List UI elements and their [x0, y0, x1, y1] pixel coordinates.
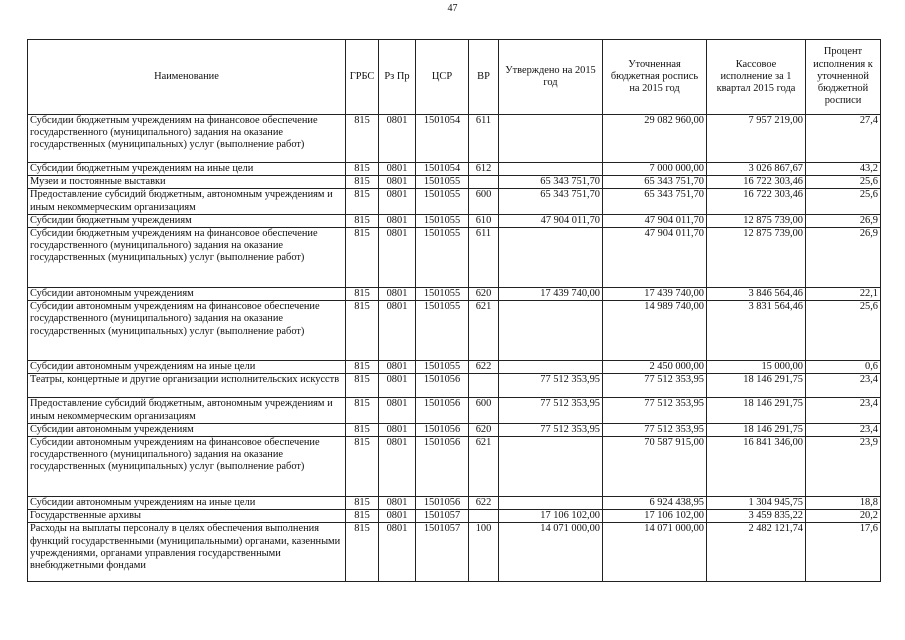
cell-approved [499, 228, 603, 288]
cell-refined: 7 000 000,00 [603, 163, 707, 176]
cell-percent: 23,9 [806, 437, 881, 497]
cell-vr: 621 [469, 301, 499, 361]
cell-approved [499, 163, 603, 176]
cell-cash: 3 459 835,22 [707, 510, 806, 523]
cell-percent: 18,8 [806, 497, 881, 510]
cell-vr: 611 [469, 115, 499, 163]
cell-vr [469, 374, 499, 398]
cell-name: Субсидии автономным учреждениям [28, 288, 346, 301]
cell-cash: 2 482 121,74 [707, 523, 806, 582]
cell-rz-pr: 0801 [379, 523, 416, 582]
cell-csr: 1501057 [416, 523, 469, 582]
cell-name: Субсидии бюджетным учреждениям на финансовое обеспечение государственного (муниципального) задания на оказание государственных (муниципальных) услуг (выполнение работ) [28, 228, 346, 288]
cell-csr: 1501054 [416, 115, 469, 163]
cell-vr: 622 [469, 361, 499, 374]
cell-grbs: 815 [346, 163, 379, 176]
cell-csr: 1501055 [416, 361, 469, 374]
table-body [28, 115, 881, 582]
cell-refined: 17 439 740,00 [603, 288, 707, 301]
table-row [28, 510, 881, 523]
cell-refined: 70 587 915,00 [603, 437, 707, 497]
header-csr: ЦСР [416, 40, 469, 115]
cell-grbs: 815 [346, 301, 379, 361]
cell-rz-pr: 0801 [379, 398, 416, 423]
cell-vr: 610 [469, 214, 499, 227]
cell-rz-pr: 0801 [379, 361, 416, 374]
cell-refined: 14 071 000,00 [603, 523, 707, 582]
cell-rz-pr: 0801 [379, 228, 416, 288]
cell-cash: 1 304 945,75 [707, 497, 806, 510]
cell-csr: 1501056 [416, 497, 469, 510]
table-row [28, 497, 881, 510]
cell-refined: 47 904 011,70 [603, 228, 707, 288]
header-cash: Кассовое исполнение за 1 квартал 2015 года [707, 40, 806, 115]
cell-approved: 47 904 011,70 [499, 214, 603, 227]
cell-percent: 25,6 [806, 189, 881, 214]
cell-name: Предоставление субсидий бюджетным, автономным учреждениям и иным некоммерческим организациям [28, 189, 346, 214]
table-header-row [28, 40, 881, 115]
cell-approved: 77 512 353,95 [499, 398, 603, 423]
cell-approved [499, 301, 603, 361]
cell-csr: 1501055 [416, 301, 469, 361]
cell-csr: 1501054 [416, 163, 469, 176]
cell-name: Субсидии автономным учреждениям [28, 423, 346, 436]
cell-approved: 17 439 740,00 [499, 288, 603, 301]
cell-percent: 23,4 [806, 423, 881, 436]
cell-refined: 77 512 353,95 [603, 374, 707, 398]
table-row [28, 189, 881, 214]
cell-cash: 18 146 291,75 [707, 398, 806, 423]
cell-vr: 600 [469, 189, 499, 214]
table-row [28, 301, 881, 361]
cell-grbs: 815 [346, 228, 379, 288]
header-refined: Уточненная бюджетная роспись на 2015 год [603, 40, 707, 115]
table-row [28, 423, 881, 436]
cell-percent: 17,6 [806, 523, 881, 582]
cell-name: Субсидии бюджетным учреждениям на иные цели [28, 163, 346, 176]
cell-name: Субсидии автономным учреждениям на иные цели [28, 361, 346, 374]
cell-csr: 1501055 [416, 288, 469, 301]
cell-vr: 620 [469, 288, 499, 301]
table-row [28, 374, 881, 398]
cell-refined: 6 924 438,95 [603, 497, 707, 510]
table-row [28, 228, 881, 288]
cell-name: Субсидии бюджетным учреждениям [28, 214, 346, 227]
cell-refined: 77 512 353,95 [603, 423, 707, 436]
cell-name: Предоставление субсидий бюджетным, автономным учреждениям и иным некоммерческим организациям [28, 398, 346, 423]
cell-approved: 17 106 102,00 [499, 510, 603, 523]
cell-rz-pr: 0801 [379, 497, 416, 510]
cell-rz-pr: 0801 [379, 176, 416, 189]
cell-percent: 26,9 [806, 228, 881, 288]
cell-name: Музеи и постоянные выставки [28, 176, 346, 189]
cell-rz-pr: 0801 [379, 115, 416, 163]
header-vr: ВР [469, 40, 499, 115]
cell-refined: 77 512 353,95 [603, 398, 707, 423]
cell-approved: 77 512 353,95 [499, 423, 603, 436]
cell-rz-pr: 0801 [379, 423, 416, 436]
cell-approved [499, 497, 603, 510]
header-percent: Процент исполнения к уточненной бюджетной росписи [806, 40, 881, 115]
cell-grbs: 815 [346, 361, 379, 374]
cell-grbs: 815 [346, 374, 379, 398]
cell-grbs: 815 [346, 214, 379, 227]
cell-grbs: 815 [346, 510, 379, 523]
header-name: Наименование [28, 40, 346, 115]
cell-refined: 17 106 102,00 [603, 510, 707, 523]
cell-name: Государственные архивы [28, 510, 346, 523]
cell-name: Расходы на выплаты персоналу в целях обеспечения выполнения функций государственными (муниципальными) органами, казенными учреждениями, органами управления государственными внебюджетными фондами [28, 523, 346, 582]
cell-cash: 7 957 219,00 [707, 115, 806, 163]
cell-vr: 612 [469, 163, 499, 176]
cell-vr: 611 [469, 228, 499, 288]
table-row [28, 361, 881, 374]
cell-grbs: 815 [346, 115, 379, 163]
cell-refined: 47 904 011,70 [603, 214, 707, 227]
cell-percent: 23,4 [806, 374, 881, 398]
table-row [28, 437, 881, 497]
page-number: 47 [447, 3, 458, 14]
cell-cash: 16 722 303,46 [707, 189, 806, 214]
cell-grbs: 815 [346, 423, 379, 436]
cell-cash: 16 722 303,46 [707, 176, 806, 189]
cell-approved: 14 071 000,00 [499, 523, 603, 582]
cell-vr: 100 [469, 523, 499, 582]
cell-percent: 0,6 [806, 361, 881, 374]
cell-grbs: 815 [346, 437, 379, 497]
cell-csr: 1501055 [416, 176, 469, 189]
cell-percent: 23,4 [806, 398, 881, 423]
table-row [28, 115, 881, 163]
cell-rz-pr: 0801 [379, 437, 416, 497]
cell-vr [469, 176, 499, 189]
cell-name: Субсидии автономным учреждениям на финансовое обеспечение государственного (муниципального) задания на оказание государственных (муниципальных) услуг (выполнение работ) [28, 301, 346, 361]
cell-grbs: 815 [346, 497, 379, 510]
cell-csr: 1501056 [416, 398, 469, 423]
cell-vr: 600 [469, 398, 499, 423]
cell-percent: 27,4 [806, 115, 881, 163]
cell-approved: 65 343 751,70 [499, 189, 603, 214]
table-row [28, 214, 881, 227]
cell-approved [499, 115, 603, 163]
cell-csr: 1501055 [416, 228, 469, 288]
cell-rz-pr: 0801 [379, 163, 416, 176]
cell-cash: 15 000,00 [707, 361, 806, 374]
cell-grbs: 815 [346, 288, 379, 301]
cell-grbs: 815 [346, 176, 379, 189]
cell-csr: 1501056 [416, 423, 469, 436]
cell-vr: 620 [469, 423, 499, 436]
cell-percent: 25,6 [806, 176, 881, 189]
cell-csr: 1501055 [416, 214, 469, 227]
budget-table [27, 39, 881, 582]
cell-percent: 25,6 [806, 301, 881, 361]
cell-approved: 77 512 353,95 [499, 374, 603, 398]
cell-approved [499, 361, 603, 374]
table-row [28, 176, 881, 189]
cell-grbs: 815 [346, 189, 379, 214]
cell-approved [499, 437, 603, 497]
cell-cash: 18 146 291,75 [707, 374, 806, 398]
cell-rz-pr: 0801 [379, 301, 416, 361]
cell-name: Субсидии автономным учреждениям на финансовое обеспечение государственного (муниципального) задания на оказание государственных (муниципальных) услуг (выполнение работ) [28, 437, 346, 497]
cell-refined: 65 343 751,70 [603, 189, 707, 214]
cell-cash: 3 026 867,67 [707, 163, 806, 176]
header-approved: Утверждено на 2015 год [499, 40, 603, 115]
cell-cash: 12 875 739,00 [707, 228, 806, 288]
cell-refined: 14 989 740,00 [603, 301, 707, 361]
cell-cash: 3 846 564,46 [707, 288, 806, 301]
cell-name: Субсидии бюджетным учреждениям на финансовое обеспечение государственного (муниципального) задания на оказание государственных (муниципальных) услуг (выполнение работ) [28, 115, 346, 163]
header-rz-pr: Рз Пр [379, 40, 416, 115]
cell-csr: 1501055 [416, 189, 469, 214]
cell-percent: 20,2 [806, 510, 881, 523]
cell-cash: 18 146 291,75 [707, 423, 806, 436]
cell-csr: 1501056 [416, 374, 469, 398]
table-row [28, 398, 881, 423]
cell-percent: 26,9 [806, 214, 881, 227]
cell-vr: 622 [469, 497, 499, 510]
cell-cash: 3 831 564,46 [707, 301, 806, 361]
cell-csr: 1501057 [416, 510, 469, 523]
cell-percent: 22,1 [806, 288, 881, 301]
table-row [28, 523, 881, 582]
cell-name: Субсидии автономным учреждениям на иные цели [28, 497, 346, 510]
cell-csr: 1501056 [416, 437, 469, 497]
cell-cash: 12 875 739,00 [707, 214, 806, 227]
cell-refined: 29 082 960,00 [603, 115, 707, 163]
cell-name: Театры, концертные и другие организации исполнительских искусств [28, 374, 346, 398]
cell-cash: 16 841 346,00 [707, 437, 806, 497]
cell-refined: 2 450 000,00 [603, 361, 707, 374]
cell-approved: 65 343 751,70 [499, 176, 603, 189]
cell-rz-pr: 0801 [379, 374, 416, 398]
table-row [28, 163, 881, 176]
cell-rz-pr: 0801 [379, 288, 416, 301]
cell-vr: 621 [469, 437, 499, 497]
header-grbs: ГРБС [346, 40, 379, 115]
table-row [28, 288, 881, 301]
cell-vr [469, 510, 499, 523]
cell-rz-pr: 0801 [379, 214, 416, 227]
cell-percent: 43,2 [806, 163, 881, 176]
cell-refined: 65 343 751,70 [603, 176, 707, 189]
cell-grbs: 815 [346, 398, 379, 423]
cell-rz-pr: 0801 [379, 189, 416, 214]
cell-rz-pr: 0801 [379, 510, 416, 523]
cell-grbs: 815 [346, 523, 379, 582]
